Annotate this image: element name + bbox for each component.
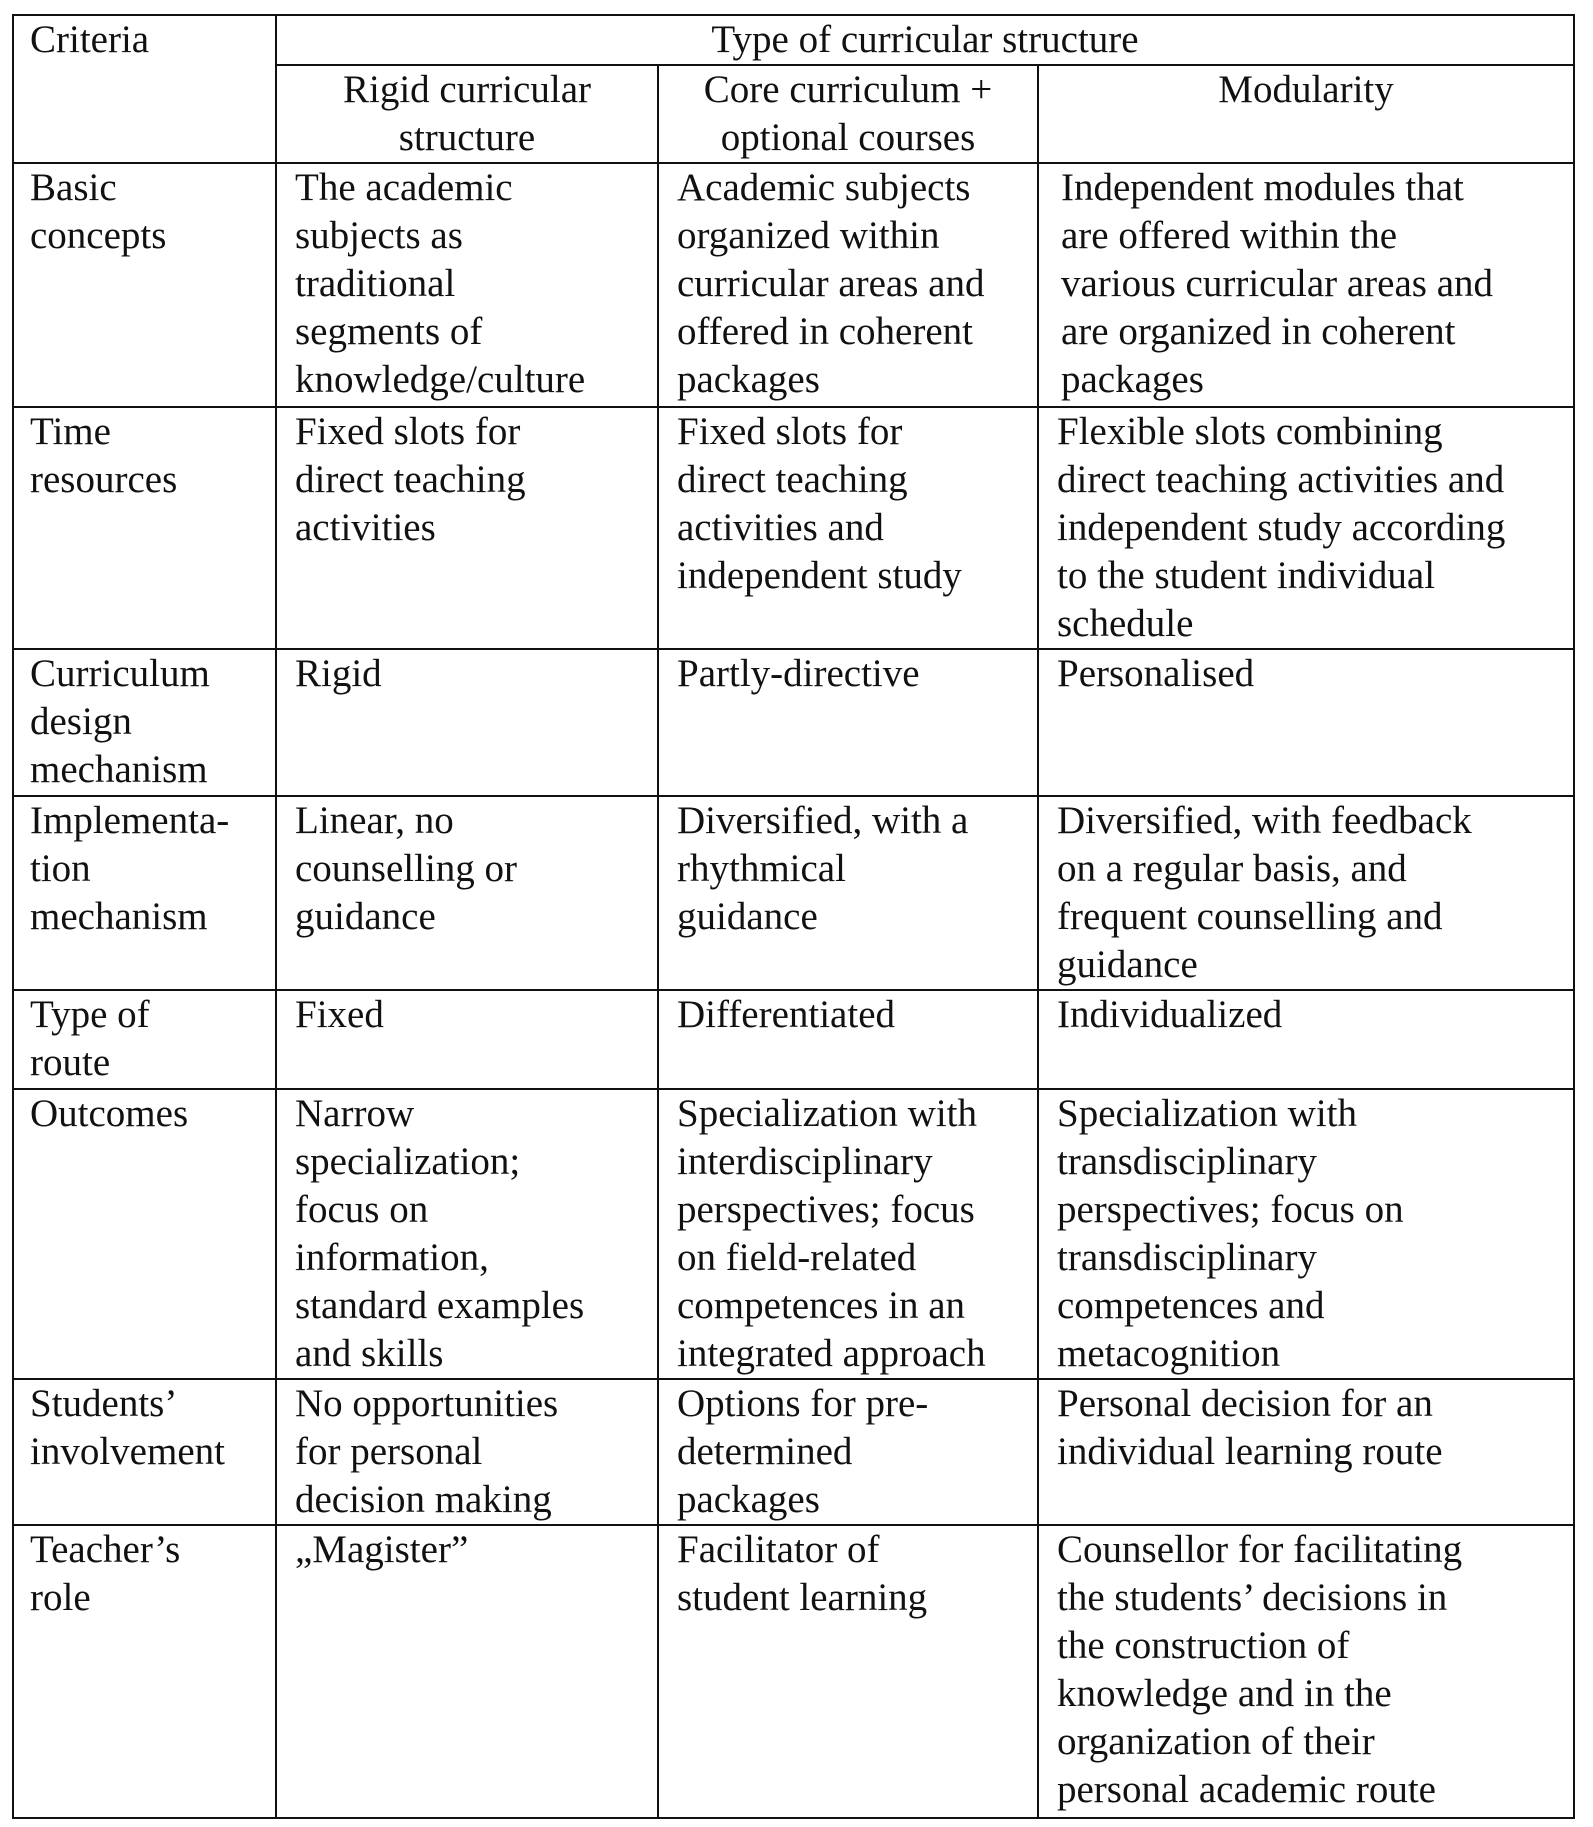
- value-cell: [276, 796, 658, 990]
- cell-line: competences and: [1057, 1284, 1325, 1327]
- cell-line: Time: [30, 410, 111, 453]
- value-cell: [276, 990, 658, 1089]
- criterion-cell: [13, 649, 276, 796]
- value-cell: [1038, 163, 1574, 407]
- table-row: [13, 163, 1574, 407]
- group-header: [276, 15, 1574, 65]
- criterion-cell: [13, 1525, 276, 1818]
- cell-line: the construction of: [1057, 1624, 1350, 1667]
- cell-line: Counsellor for facilitating: [1057, 1528, 1463, 1571]
- cell-line: interdisciplinary: [677, 1140, 933, 1183]
- cell-line: counselling or: [295, 847, 518, 890]
- cell-line: mechanism: [30, 895, 208, 938]
- cell-line: traditional: [295, 262, 456, 305]
- cell-line: tion: [30, 847, 91, 890]
- cell-line: guidance: [295, 895, 436, 938]
- value-cell: [1038, 990, 1574, 1089]
- cell-line: Fixed slots for: [677, 410, 903, 453]
- cell-line: The academic: [295, 166, 513, 209]
- cell-line: offered in coherent: [677, 310, 973, 353]
- cell-line: integrated approach: [677, 1332, 986, 1375]
- criterion-cell: [13, 163, 276, 407]
- cell-line: Diversified, with feedback: [1057, 799, 1472, 842]
- cell-line: schedule: [1057, 602, 1194, 645]
- cell-line: Differentiated: [677, 993, 896, 1036]
- table-row: [13, 649, 1574, 796]
- cell-line: specialization;: [295, 1140, 521, 1183]
- cell-line: organized within: [677, 214, 940, 257]
- cell-line: Individualized: [1057, 993, 1283, 1036]
- value-cell: [276, 1089, 658, 1379]
- value-cell: [276, 1525, 658, 1818]
- cell-line: frequent counselling and: [1057, 895, 1443, 938]
- cell-line: Type of: [30, 993, 150, 1036]
- value-cell: [1038, 407, 1574, 649]
- column-header-line: Rigid curricular: [343, 68, 591, 111]
- cell-line: activities and: [677, 506, 884, 549]
- criterion-cell: [13, 407, 276, 649]
- cell-line: Implementa-: [30, 799, 230, 842]
- group-header-text: Type of curricular structure: [711, 18, 1139, 61]
- value-cell: [1038, 1379, 1574, 1525]
- criteria-header-text: Criteria: [30, 18, 150, 61]
- table-row: [13, 1089, 1574, 1379]
- cell-line: Narrow: [295, 1092, 415, 1135]
- cell-line: are organized in coherent: [1061, 310, 1456, 353]
- cell-line: „Magister”: [295, 1528, 469, 1571]
- cell-line: student learning: [677, 1576, 928, 1619]
- value-cell: [1038, 649, 1574, 796]
- cell-line: Options for pre-: [677, 1382, 929, 1425]
- cell-line: activities: [295, 506, 436, 549]
- criterion-cell: [13, 796, 276, 990]
- cell-line: independent study according: [1057, 506, 1506, 549]
- value-cell: [1038, 796, 1574, 990]
- criterion-cell: [13, 990, 276, 1089]
- value-cell: [658, 407, 1038, 649]
- column-header-line: structure: [398, 116, 536, 159]
- cell-line: Specialization with: [677, 1092, 978, 1135]
- cell-line: involvement: [30, 1430, 225, 1473]
- cell-line: information,: [295, 1236, 489, 1279]
- cell-line: determined: [677, 1430, 853, 1473]
- cell-line: knowledge and in the: [1057, 1672, 1392, 1715]
- cell-line: are offered within the: [1061, 214, 1398, 257]
- cell-line: perspectives; focus on: [1057, 1188, 1404, 1231]
- cell-line: direct teaching: [295, 458, 526, 501]
- cell-line: independent study: [677, 554, 962, 597]
- cell-line: transdisciplinary: [1057, 1236, 1317, 1279]
- cell-line: personal academic route: [1057, 1768, 1436, 1811]
- cell-line: standard examples: [295, 1284, 585, 1327]
- cell-line: Rigid: [295, 652, 382, 695]
- cell-line: Curriculum: [30, 652, 210, 695]
- value-cell: [658, 649, 1038, 796]
- cell-line: mechanism: [30, 748, 208, 791]
- cell-line: packages: [677, 358, 820, 401]
- cell-line: concepts: [30, 214, 167, 257]
- cell-line: Teacher’s: [30, 1528, 181, 1571]
- cell-line: Academic subjects: [677, 166, 971, 209]
- cell-line: to the student individual: [1057, 554, 1436, 597]
- cell-line: direct teaching activities and: [1057, 458, 1505, 501]
- cell-line: No opportunities: [295, 1382, 559, 1425]
- cell-line: Personal decision for an: [1057, 1382, 1433, 1425]
- cell-line: decision making: [295, 1478, 552, 1521]
- cell-line: Outcomes: [30, 1092, 189, 1135]
- cell-line: knowledge/culture: [295, 358, 586, 401]
- table-row: [13, 1379, 1574, 1525]
- value-cell: [658, 796, 1038, 990]
- cell-line: Independent modules that: [1061, 166, 1464, 209]
- cell-line: Linear, no: [295, 799, 454, 842]
- column-header: [276, 65, 658, 163]
- cell-line: Flexible slots combining: [1057, 410, 1443, 453]
- value-cell: [658, 990, 1038, 1089]
- cell-line: route: [30, 1041, 111, 1084]
- cell-line: resources: [30, 458, 178, 501]
- cell-line: for personal: [295, 1430, 483, 1473]
- criteria-header: [13, 15, 276, 163]
- cell-line: Specialization with: [1057, 1092, 1358, 1135]
- value-cell: [276, 407, 658, 649]
- cell-line: individual learning route: [1057, 1430, 1443, 1473]
- cell-line: guidance: [1057, 943, 1198, 986]
- cell-line: Fixed: [295, 993, 384, 1036]
- value-cell: [276, 649, 658, 796]
- cell-line: organization of their: [1057, 1720, 1375, 1763]
- value-cell: [658, 1525, 1038, 1818]
- cell-line: competences in an: [677, 1284, 966, 1327]
- cell-line: guidance: [677, 895, 818, 938]
- table-row: [13, 1525, 1574, 1818]
- cell-line: Diversified, with a: [677, 799, 969, 842]
- cell-line: Personalised: [1057, 652, 1255, 695]
- table-row: [13, 407, 1574, 649]
- column-header: [658, 65, 1038, 163]
- cell-line: role: [30, 1576, 91, 1619]
- cell-line: Partly-directive: [677, 652, 920, 695]
- cell-line: Basic: [30, 166, 117, 209]
- cell-line: design: [30, 700, 132, 743]
- column-header-line: optional courses: [720, 116, 976, 159]
- cell-line: on a regular basis, and: [1057, 847, 1407, 890]
- cell-line: curricular areas and: [677, 262, 985, 305]
- cell-line: subjects as: [295, 214, 463, 257]
- criterion-cell: [13, 1379, 276, 1525]
- column-header-line: Core curriculum +: [703, 68, 993, 111]
- cell-line: Fixed slots for: [295, 410, 521, 453]
- cell-line: various curricular areas and: [1061, 262, 1494, 305]
- cell-line: metacognition: [1057, 1332, 1281, 1375]
- column-header: [1038, 65, 1574, 163]
- cell-line: packages: [1061, 358, 1204, 401]
- value-cell: [658, 163, 1038, 407]
- column-header-line: Modularity: [1218, 68, 1394, 111]
- value-cell: [276, 163, 658, 407]
- cell-line: Facilitator of: [677, 1528, 880, 1571]
- value-cell: [276, 1379, 658, 1525]
- value-cell: [1038, 1525, 1574, 1818]
- table-row: [13, 990, 1574, 1089]
- criterion-cell: [13, 1089, 276, 1379]
- cell-line: rhythmical: [677, 847, 846, 890]
- cell-line: the students’ decisions in: [1057, 1576, 1448, 1619]
- curricular-structure-table: [12, 14, 1575, 1819]
- value-cell: [658, 1089, 1038, 1379]
- cell-line: transdisciplinary: [1057, 1140, 1317, 1183]
- cell-line: and skills: [295, 1332, 444, 1375]
- cell-line: segments of: [295, 310, 483, 353]
- cell-line: focus on: [295, 1188, 429, 1231]
- value-cell: [658, 1379, 1038, 1525]
- cell-line: on field-related: [677, 1236, 917, 1279]
- table-row: [13, 796, 1574, 990]
- cell-line: packages: [677, 1478, 820, 1521]
- cell-line: Students’: [30, 1382, 178, 1425]
- value-cell: [1038, 1089, 1574, 1379]
- cell-line: direct teaching: [677, 458, 908, 501]
- cell-line: perspectives; focus: [677, 1188, 975, 1231]
